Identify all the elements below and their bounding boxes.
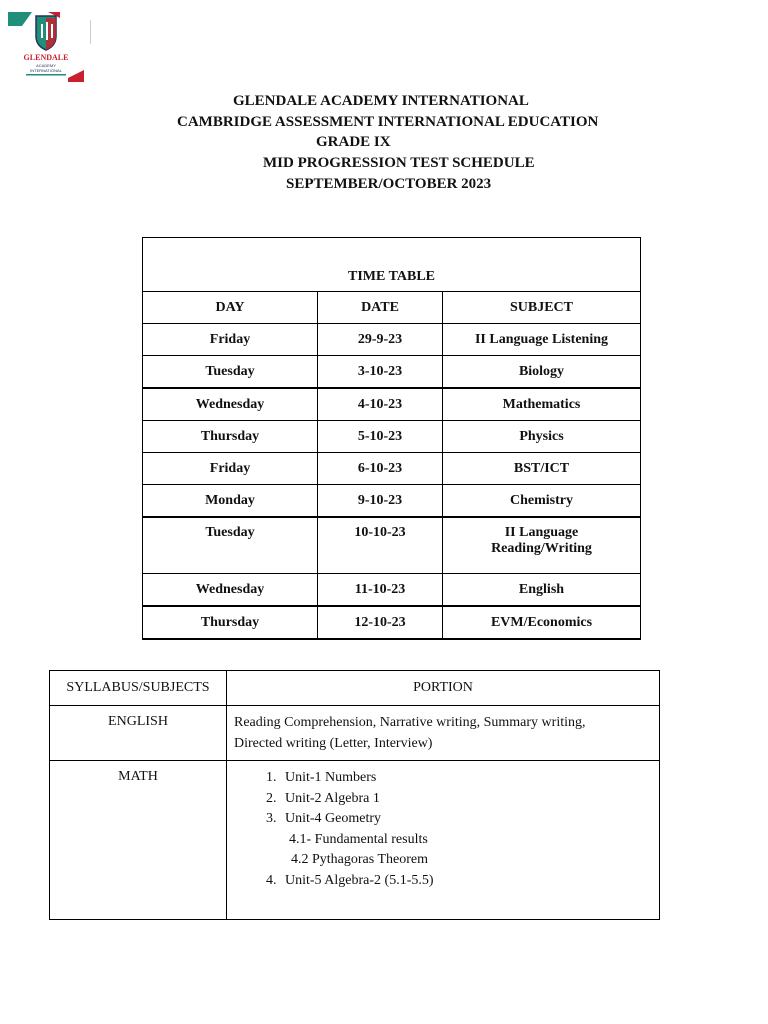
row-date: 10-10-23	[318, 517, 443, 574]
col-header-date: DATE	[318, 292, 443, 324]
row-day: Friday	[143, 324, 318, 356]
row-day: Tuesday	[143, 356, 318, 389]
heading-test: MID PROGRESSION TEST SCHEDULE	[263, 155, 535, 171]
row-subject: Mathematics	[443, 388, 641, 421]
table-row	[143, 324, 641, 356]
row-date: 6-10-23	[318, 453, 443, 485]
row-subject: II Language Reading/Writing	[443, 517, 641, 574]
svg-text:ACADEMY: ACADEMY	[36, 63, 56, 68]
svg-text:GLENDALE: GLENDALE	[23, 53, 69, 62]
row-subject: English	[443, 574, 641, 607]
row-date: 29-9-23	[318, 324, 443, 356]
row-subject: EVM/Economics	[443, 606, 641, 639]
row-date: 12-10-23	[318, 606, 443, 639]
col-header-portion: PORTION	[227, 671, 660, 706]
table-row	[143, 517, 641, 574]
col-header-syllabus: SYLLABUS/SUBJECTS	[50, 671, 227, 706]
row-date: 5-10-23	[318, 421, 443, 453]
row-subject: II Language Listening	[443, 324, 641, 356]
table-row	[143, 606, 641, 639]
list-item: 4. Unit-5 Algebra-2 (5.1-5.5)	[280, 871, 651, 892]
heading-school: GLENDALE ACADEMY INTERNATIONAL	[233, 93, 529, 109]
syllabus-table	[49, 670, 660, 920]
row-day: Thursday	[143, 606, 318, 639]
sub-list-item: 4.2 Pythagoras Theorem	[291, 852, 428, 867]
time-table-caption: TIME TABLE	[143, 238, 641, 292]
list-item: 3. Unit-4 Geometry	[280, 809, 651, 830]
col-header-day: DAY	[143, 292, 318, 324]
row-subject: BST/ICT	[443, 453, 641, 485]
row-day: Friday	[143, 453, 318, 485]
row-day: Wednesday	[143, 388, 318, 421]
table-row	[143, 388, 641, 421]
row-day: Thursday	[143, 421, 318, 453]
table-row	[143, 356, 641, 389]
subject-english: ENGLISH	[50, 706, 227, 761]
syllabus-row-english	[50, 706, 660, 761]
heading-grade: GRADE IX	[316, 134, 391, 150]
math-unit-list	[234, 768, 651, 891]
row-subject: Physics	[443, 421, 641, 453]
school-logo	[8, 10, 88, 84]
sub-list-item: 4.1- Fundamental results	[289, 831, 428, 847]
table-row	[143, 485, 641, 518]
syllabus-row-math	[50, 761, 660, 920]
row-day: Wednesday	[143, 574, 318, 607]
portion-math	[227, 761, 660, 920]
subject-math: MATH	[50, 761, 227, 920]
col-header-subject: SUBJECT	[443, 292, 641, 324]
list-item: 2. Unit-2 Algebra 1	[280, 789, 651, 810]
row-day: Tuesday	[143, 517, 318, 574]
row-day: Monday	[143, 485, 318, 518]
row-date: 11-10-23	[318, 574, 443, 607]
list-item: 1. Unit-1 Numbers	[280, 768, 651, 789]
heading-board: CAMBRIDGE ASSESSMENT INTERNATIONAL EDUCATION	[177, 114, 599, 130]
table-row	[143, 453, 641, 485]
row-date: 4-10-23	[318, 388, 443, 421]
row-date: 9-10-23	[318, 485, 443, 518]
table-row	[143, 421, 641, 453]
svg-text:INTERNATIONAL: INTERNATIONAL	[30, 68, 62, 73]
time-table	[142, 237, 641, 640]
row-subject: Chemistry	[443, 485, 641, 518]
heading-month: SEPTEMBER/OCTOBER 2023	[286, 176, 492, 192]
row-date: 3-10-23	[318, 356, 443, 389]
portion-english: Reading Comprehension, Narrative writing, Summary writing, Directed writing (Letter, Interview)	[227, 706, 660, 761]
glendale-logo-icon	[8, 10, 88, 84]
row-subject: Biology	[443, 356, 641, 389]
table-row	[143, 574, 641, 607]
